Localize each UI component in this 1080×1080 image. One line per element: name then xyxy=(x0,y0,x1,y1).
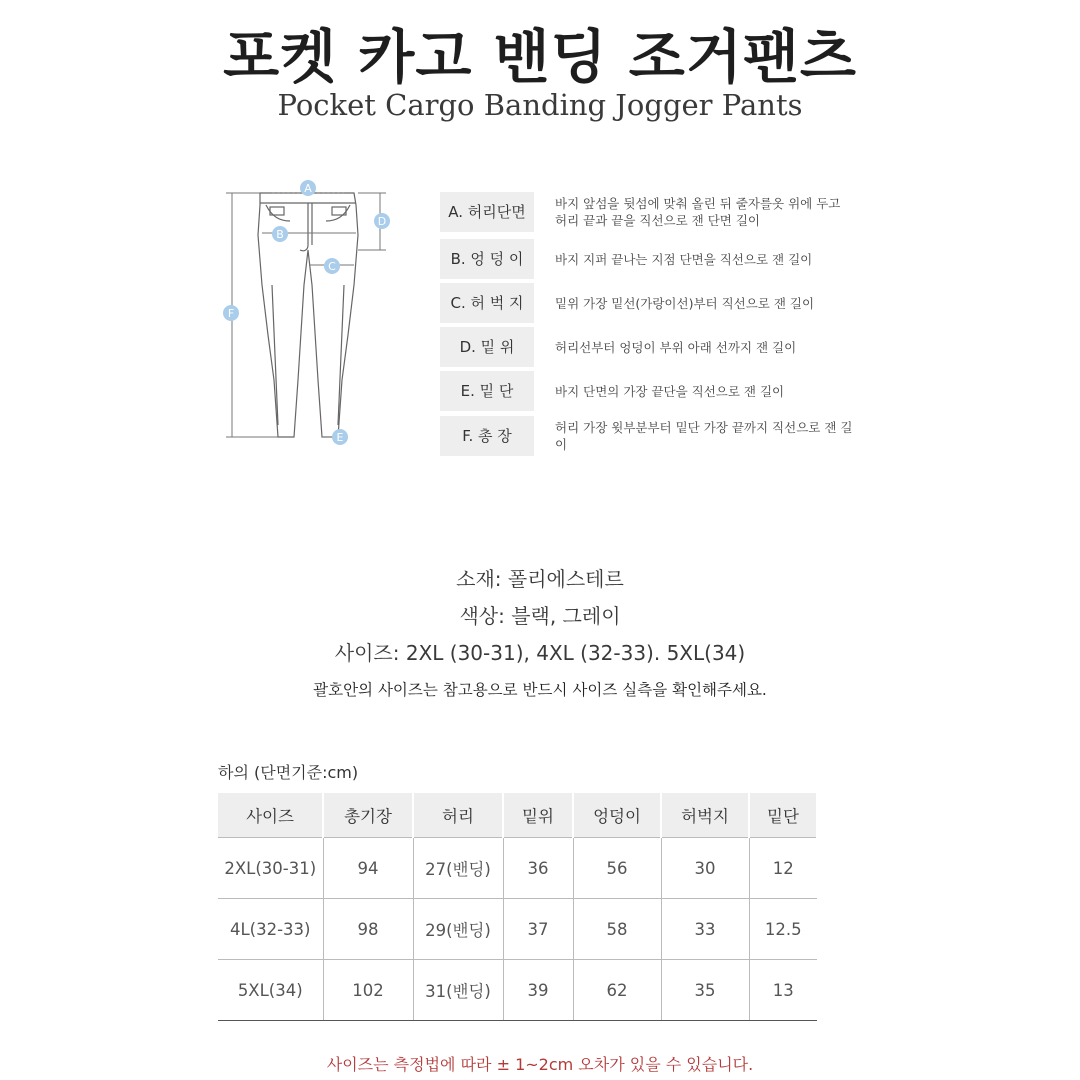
measurement-row xyxy=(440,416,860,456)
table-cell: 29(밴딩) xyxy=(413,899,503,960)
size-table-header: 허리 xyxy=(413,793,503,838)
measurement-label: A. 허리단면 xyxy=(440,192,534,232)
measurement-label: B. 엉 덩 이 xyxy=(440,239,534,279)
marker-d-label: D xyxy=(377,215,387,228)
table-cell: 31(밴딩) xyxy=(413,960,503,1021)
size-guide-text: 괄호안의 사이즈는 참고용으로 반드시 사이즈 실측을 확인해주세요. xyxy=(313,681,767,699)
size-note: 사이즈는 측정법에 따라 ± 1~2cm 오차가 있을 수 있습니다. xyxy=(326,1055,754,1074)
table-cell: 5XL(34) xyxy=(218,960,323,1021)
measurement-desc: 허리선부터 엉덩이 부위 아래 선까지 잰 길이 xyxy=(555,339,797,355)
table-cell: 35 xyxy=(661,960,749,1021)
marker-c-label: C xyxy=(328,260,336,273)
measurement-desc: 바지 지퍼 끝나는 지점 단면을 직선으로 잰 길이 xyxy=(555,251,813,267)
table-row xyxy=(218,838,817,899)
marker-a-label: A xyxy=(304,182,312,195)
measurement-row xyxy=(440,192,860,232)
table-cell: 58 xyxy=(573,899,661,960)
measurement-desc: 밑위 가장 밑선(가랑이선)부터 직선으로 잰 길이 xyxy=(555,295,815,311)
measurement-label: C. 허 벅 지 xyxy=(440,283,534,323)
size-table-header: 허벅지 xyxy=(661,793,749,838)
table-cell: 37 xyxy=(503,899,573,960)
measurement-desc: 바지 앞섬을 뒷섬에 맞춰 올린 뒤 줄자를옷 위에 두고 허리 끝과 끝을 직선으로 잰 단면 길이 xyxy=(555,196,841,228)
size-table-header: 엉덩이 xyxy=(573,793,661,838)
table-cell: 30 xyxy=(661,838,749,899)
color-text: 색상: 블랙, 그레이 xyxy=(459,604,621,628)
sizes-text: 사이즈: 2XL (30-31), 4XL (32-33). 5XL(34) xyxy=(334,641,746,665)
size-table xyxy=(218,793,818,1021)
size-table-header: 총기장 xyxy=(323,793,413,838)
table-cell: 102 xyxy=(323,960,413,1021)
measurement-label: F. 총 장 xyxy=(440,416,534,456)
pants-diagram-icon xyxy=(212,175,412,450)
table-cell: 94 xyxy=(323,838,413,899)
measurement-desc: 바지 단면의 가장 끝단을 직선으로 잰 길이 xyxy=(555,383,785,399)
measurement-row xyxy=(440,371,860,411)
measurement-row xyxy=(440,327,860,367)
table-cell: 2XL(30-31) xyxy=(218,838,323,899)
size-table-caption: 하의 (단면기준:cm) xyxy=(218,763,359,782)
material-text: 소재: 폴리에스테르 xyxy=(456,567,624,591)
measurement-row xyxy=(440,239,860,279)
table-cell: 62 xyxy=(573,960,661,1021)
measurement-row xyxy=(440,283,860,323)
size-table-header-row xyxy=(218,793,817,838)
page-title: 포켓 카고 밴딩 조거팬츠 xyxy=(223,23,857,91)
table-cell: 27(밴딩) xyxy=(413,838,503,899)
table-cell: 13 xyxy=(749,960,817,1021)
measurement-label: E. 밑 단 xyxy=(440,371,534,411)
size-table-header: 밑위 xyxy=(503,793,573,838)
table-cell: 33 xyxy=(661,899,749,960)
page-subtitle: Pocket Cargo Banding Jogger Pants xyxy=(277,88,803,122)
measurement-desc: 허리 가장 윗부분부터 밑단 가장 끝까지 직선으로 잰 길이 xyxy=(555,420,853,452)
table-cell: 12.5 xyxy=(749,899,817,960)
table-cell: 4L(32-33) xyxy=(218,899,323,960)
table-cell: 39 xyxy=(503,960,573,1021)
marker-e-label: E xyxy=(336,431,344,444)
table-row xyxy=(218,960,817,1021)
marker-b-label: B xyxy=(276,228,284,241)
table-cell: 12 xyxy=(749,838,817,899)
size-table-header: 사이즈 xyxy=(218,793,323,838)
table-row xyxy=(218,899,817,960)
table-cell: 56 xyxy=(573,838,661,899)
table-cell: 36 xyxy=(503,838,573,899)
marker-f-label: F xyxy=(227,307,235,320)
table-cell: 98 xyxy=(323,899,413,960)
size-table-header: 밑단 xyxy=(749,793,817,838)
measurement-label: D. 밑 위 xyxy=(440,327,534,367)
